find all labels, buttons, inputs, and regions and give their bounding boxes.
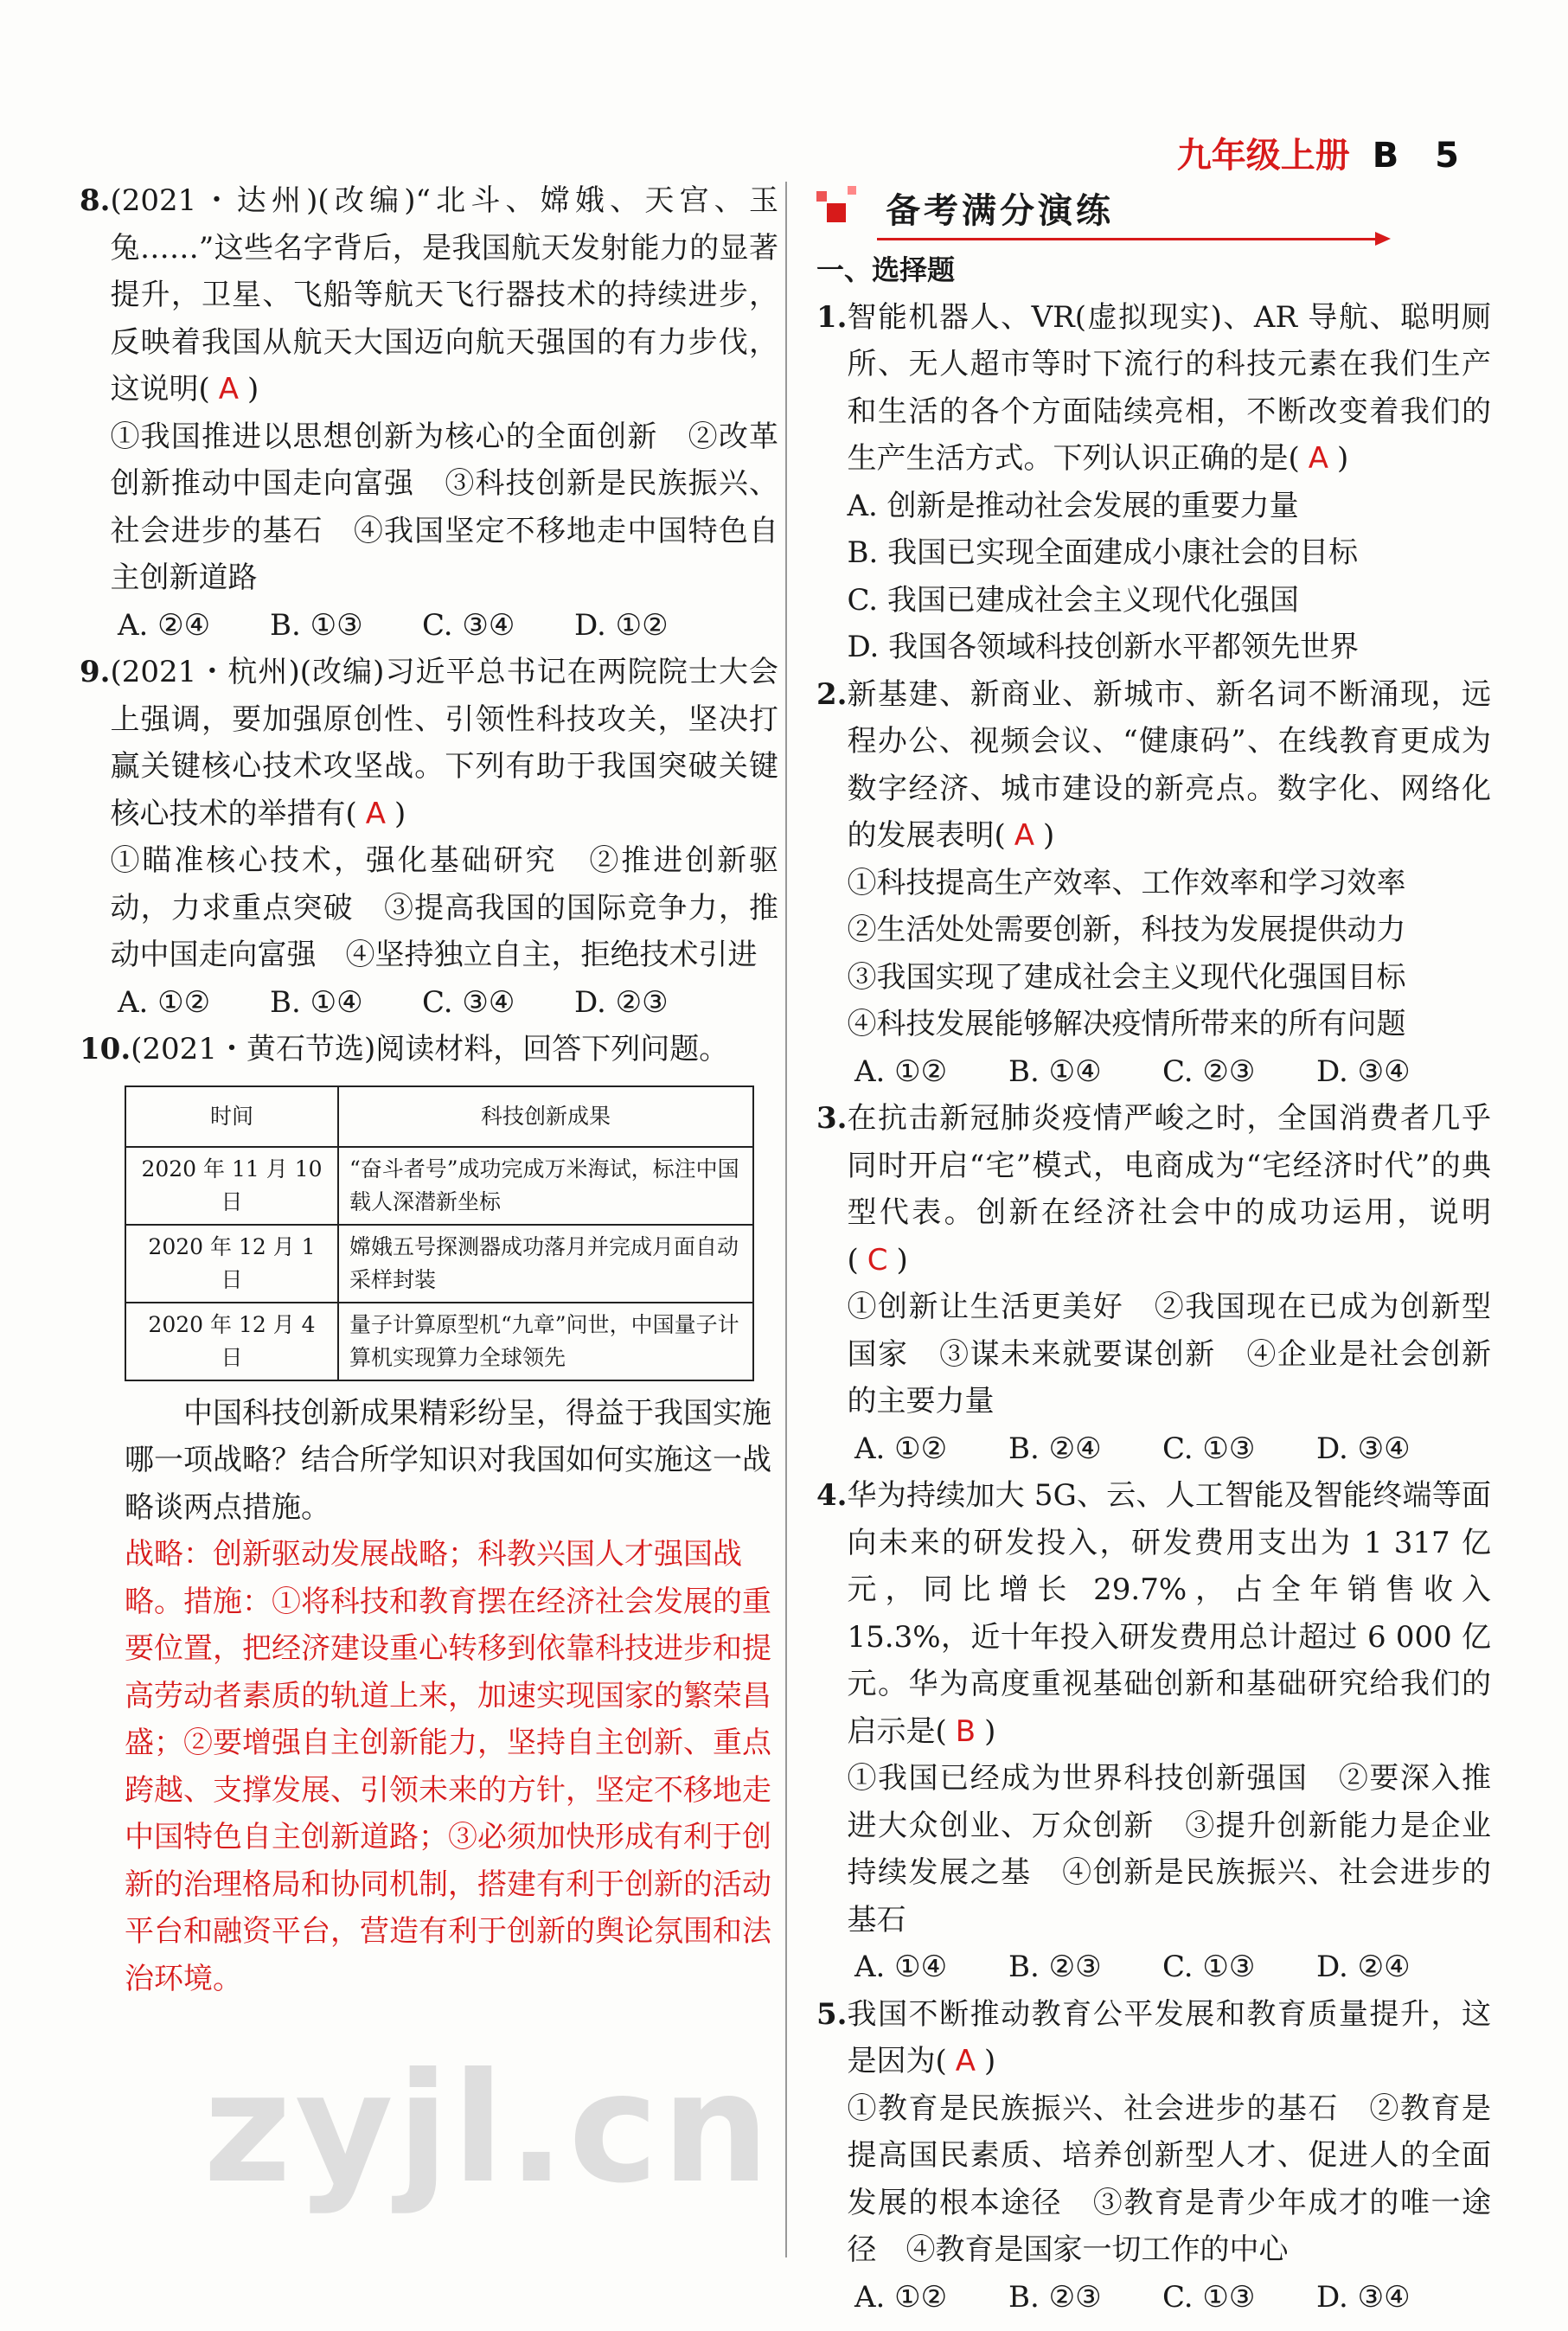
option-c: C. ①③ [1162,2279,1256,2315]
option-a: A. ①② [854,1053,948,1089]
banner-underline [877,238,1379,240]
option-line: D. 我国各领域科技创新水平都领先世界 [847,630,1360,664]
column-divider [785,182,787,2257]
statements: ①我国已经成为世界科技创新强国 ②要深入推进大众创业、万众创新 ③提升创新能力是企业持续发展之基 ④创新是民族振兴、社会进步的基石 [847,1761,1491,1937]
section-heading: 一、选择题 [816,253,956,286]
option-a: A. ②④ [118,607,211,643]
option-d: D. ②③ [574,984,669,1020]
page-number: B 5 [1372,136,1471,176]
statements: ①瞄准核心技术，强化基础研究 ②推进创新驱动，力求重点突破 ③提高我国的国际竞争力，推动中国走向富强 ④坚持独立自主，拒绝技术引进 [110,843,778,972]
answer-text: 战略：创新驱动发展战略；科教兴国人才强国战略。措施：①将科技和教育摆在经济社会发展的重要位置，把经济建设重心转移到依靠科技进步和提高劳动者素质的轨道上来，加速实现国家的繁荣昌盛；②要增强自主创新能力，坚持自主创新、重点跨越、支撑发展、引领未来的方针，坚定不移地走中国特色自主创新道路；③必须加快形成有利于创新的治理格局和协同机制，搭建有利于创新的活动平台和融资平台，营造有利于创新的舆论氛围和法治环境。 [125,1537,771,1996]
paren-close: ) [1337,441,1349,476]
cell-date: 2020 年 12 月 4 日 [125,1303,338,1380]
question-number: 1. [816,299,848,335]
left-column [80,177,778,2002]
question-text: (2021・杭州)(改编)习近平总书记在两院院士大会上强调，要加强原创性、引领性科技攻关，坚决打赢关键核心技术攻坚战。下列有助于我国突破关键核心技术的举措有( [110,655,778,831]
arrow-right-icon [1375,232,1391,246]
cell-achievement: 嫦娥五号探测器成功落月并完成月面自动采样封装 [338,1225,753,1303]
question-text: (2021・黄石节选)阅读材料，回答下列问题。 [131,1032,729,1066]
option-b: B. ②③ [1008,2279,1102,2315]
option-a: A. ①④ [854,1950,948,1984]
paren-close: ) [394,796,406,831]
question-1 [816,294,1491,671]
statement-line: ②生活处处需要创新，科技为发展提供动力 [847,913,1406,947]
answer: B [955,1713,976,1749]
question-8 [80,177,778,602]
option-b: B. ②③ [1008,1950,1102,1984]
cell-achievement: 量子计算原型机“九章”问世，中国量子计算机实现算力全球领先 [338,1303,753,1380]
option-c: C. ③④ [422,607,515,643]
paren-close: ) [247,372,259,407]
question-2 [816,671,1491,1048]
question-number: 2. [816,676,848,712]
options-row [816,1048,1491,1096]
option-a: A. ①② [854,2279,948,2315]
decor-square-icon [816,191,827,202]
question-text: (2021・达州)(改编)“北斗、嫦娥、天宫、玉兔……”这些名字背后，是我国航天发射能力的显著提升，卫星、飞船等航天飞行器技术的持续进步，反映着我国从航天大国迈向航天强国的有力步伐，这说明( [110,183,778,407]
column-header: 科技创新成果 [338,1086,753,1147]
question-text: 在抗击新冠肺炎疫情严峻之时，全国消费者几乎同时开启“宅”模式，电商成为“宅经济时代”的典型代表。创新在经济社会中的成功运用，说明( [847,1101,1491,1278]
statement-line: ③我国实现了建成社会主义现代化强国目标 [847,959,1406,995]
statements: ①教育是民族振兴、社会进步的基石 ②教育是提高国民素质、培养创新型人才、促进人的全面发展的根本途径 ③教育是青少年成才的唯一途径 ④教育是国家一切工作的中心 [847,2091,1491,2267]
achievements-table [125,1085,754,1381]
banner-title: 备考满分演练 [886,190,1114,231]
option-b: B. ①④ [270,984,363,1020]
question-5 [816,1991,1491,2274]
paren-close: ) [896,1242,908,1278]
option-d: D. ③④ [1316,1053,1411,1089]
option-d: D. ③④ [1316,1431,1411,1466]
answer: A [365,796,387,831]
table-row [125,1147,753,1225]
option-a: A. ①② [118,984,211,1020]
option-line: A. 创新是推动社会发展的重要力量 [847,488,1299,523]
option-line: B. 我国已实现全面建成小康社会的目标 [847,535,1359,570]
statement-line: ④科技发展能够解决疫情所带来的所有问题 [847,1007,1406,1041]
option-c: C. ③④ [422,984,515,1020]
paren-close: ) [1043,818,1055,853]
question-number: 10. [80,1032,131,1066]
options-row [816,2274,1491,2321]
answer: A [218,372,240,407]
answer: A [1014,818,1035,853]
option-d: D. ③④ [1316,2279,1411,2315]
question-text: 华为持续加大 5G、云、人工智能及智能终端等面向未来的研发投入，研发费用支出为 1 317 亿元，同比增长 29.7%，占全年销售收入 15.3%，近十年投入研发费用总计超过 6 000 亿元。华为高度重视基础创新和基础研究给我们的启示是( [847,1478,1491,1749]
options-row [80,979,778,1027]
question-3 [816,1095,1491,1425]
option-c: C. ②③ [1162,1053,1256,1089]
section-banner [816,177,1491,247]
decor-square-icon [848,186,856,195]
answer: C [867,1242,888,1278]
answer: A [1308,441,1329,476]
question-text: 智能机器人、VR(虚拟现实)、AR 导航、聪明厕所、无人超市等时下流行的科技元素在我们生产和生活的各个方面陆续亮相，不断改变着我们的生产生活方式。下列认识正确的是( [847,299,1491,476]
option-a: A. ①② [854,1431,948,1466]
question-number: 9. [80,655,111,689]
decor-square-icon [827,203,846,222]
question-number: 8. [80,183,111,218]
question-text: 新基建、新商业、新城市、新名词不断涌现，远程办公、视频会议、“健康码”、在线教育更成为数字经济、城市建设的新亮点。数字化、网络化的发展表明( [847,676,1491,853]
question-9 [80,649,778,979]
option-c: C. ①③ [1162,1431,1256,1466]
table-header-row [125,1086,753,1147]
question-text: 我国不断推动教育公平发展和教育质量提升，这是因为( [847,1996,1491,2078]
page-header [1177,128,1471,177]
options-row [80,602,778,650]
watermark: zyjl.cn [203,2041,773,2217]
answer: A [955,2044,976,2078]
question-number: 3. [816,1101,848,1136]
paren-close: ) [984,2044,996,2078]
table-row [125,1303,753,1380]
statements: ①我国推进以思想创新为核心的全面创新 ②改革创新推动中国走向富强 ③科技创新是民族振兴、社会进步的基石 ④我国坚定不移地走中国特色自主创新道路 [110,419,778,595]
question-number: 5. [816,1996,848,2032]
question-prompt: 中国科技创新成果精彩纷呈，得益于我国实施哪一项战略？结合所学知识对我国如何实施这一战略谈两点措施。 [125,1395,771,1525]
options-row [816,1944,1491,1991]
statements: ①创新让生活更美好 ②我国现在已成为创新型国家 ③谋未来就要谋创新 ④企业是社会创新的主要力量 [847,1290,1491,1418]
cell-achievement: “奋斗者号”成功完成万米海试，标注中国载人深潜新坐标 [338,1147,753,1225]
statement-line: ①科技提高生产效率、工作效率和学习效率 [847,865,1406,900]
question-4 [816,1472,1491,1944]
option-d: D. ①② [574,607,669,643]
column-header: 时间 [125,1086,338,1147]
options-row [816,1425,1491,1473]
option-b: B. ②④ [1008,1431,1102,1466]
cell-date: 2020 年 11 月 10 日 [125,1147,338,1225]
option-d: D. ②④ [1316,1950,1411,1984]
table-row [125,1225,753,1303]
question-number: 4. [816,1478,848,1513]
question-10 [80,1026,778,1073]
option-c: C. ①③ [1162,1950,1256,1984]
option-b: B. ①③ [270,607,363,643]
paren-close: ) [984,1713,996,1749]
book-title: 九年级上册 [1176,136,1350,176]
option-line: C. 我国已建成社会主义现代化强国 [847,582,1299,618]
right-column [816,177,1491,2321]
option-b: B. ①④ [1008,1053,1102,1089]
cell-date: 2020 年 12 月 1 日 [125,1225,338,1303]
